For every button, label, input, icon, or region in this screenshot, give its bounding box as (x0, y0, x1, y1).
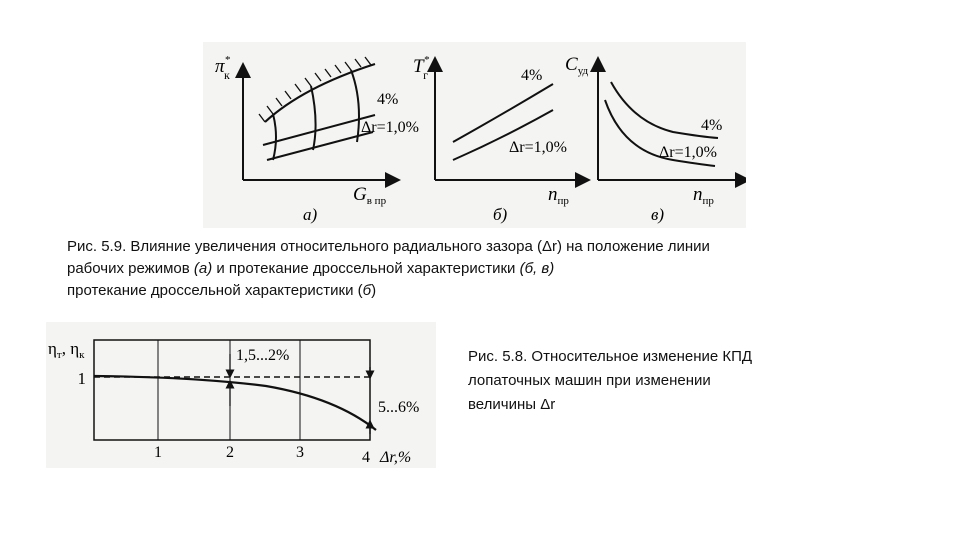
panel-c-ylabel: $C_{уд}$ (565, 54, 589, 77)
caption-5-8-line3: величины Δr (468, 396, 556, 413)
plot-frame (94, 340, 370, 440)
caption-5-9-line3: протекание дроссельной характеристики (б) (67, 282, 377, 299)
caption-5-8-line1: Рис. 5.8. Относительное изменение КПД (468, 348, 753, 365)
panel-c-label-4pct: 4% (701, 117, 723, 134)
panel-c (565, 54, 743, 224)
speed-line-3 (351, 70, 359, 142)
caption-5-9-line1: Рис. 5.9. Влияние увеличения относительного радиального зазора (Δr) на положение линии (67, 238, 710, 255)
panel-a-label-4pct: 4% (377, 91, 399, 108)
operating-line-1pct (267, 132, 373, 160)
speed-line-2 (311, 86, 316, 150)
plot-ylabel: $\eta_т$, $\eta_к$ (48, 339, 85, 361)
speed-line-1 (273, 114, 276, 160)
panel-c-tag: в) (651, 205, 665, 224)
efficiency-curve (94, 376, 376, 430)
panel-a-tag: а) (303, 205, 318, 224)
annotation-top: 1,5...2% (236, 347, 290, 364)
panel-c-xlabel: $n_{пр}$ (693, 184, 714, 207)
panel-a-label-1pct: Δr=1,0% (361, 119, 419, 136)
caption-5-8-line2: лопаточных машин при изменении (468, 372, 711, 389)
panel-a (215, 54, 419, 224)
y-tick-1: 1 (77, 369, 86, 388)
figure-5-8 (46, 322, 436, 468)
x-tick-1: 1 (154, 444, 162, 461)
x-tick-2: 2 (226, 444, 234, 461)
panel-b (413, 54, 583, 224)
panel-b-label-1pct: Δr=1,0% (509, 139, 567, 156)
figure-5-9 (203, 42, 746, 228)
x-tick-4: 4 (362, 449, 370, 466)
panel-c-label-1pct: Δr=1,0% (659, 144, 717, 161)
panel-a-xlabel: $G_{в пр}$ (353, 184, 387, 207)
x-tick-3: 3 (296, 444, 304, 461)
caption-5-9 (67, 236, 710, 302)
panel-a-ylabel: π* к (215, 54, 231, 82)
caption-5-9-line2: рабочих режимов (а) и протекание дроссельной характеристики (б, в) (67, 260, 555, 277)
figure-5-8-drawing (46, 322, 436, 468)
panel-b-label-4pct: 4% (521, 67, 543, 84)
caption-5-8 (468, 345, 752, 417)
panel-b-tag: б) (493, 205, 508, 224)
figure-5-9-drawing (203, 42, 746, 228)
plot-xlabel: Δr,% (380, 449, 412, 466)
annotation-right: 5...6% (378, 399, 420, 416)
panel-b-ylabel: T* г (413, 54, 430, 82)
panel-b-xlabel: $n_{пр}$ (548, 184, 569, 207)
curve-4pct (453, 84, 553, 142)
